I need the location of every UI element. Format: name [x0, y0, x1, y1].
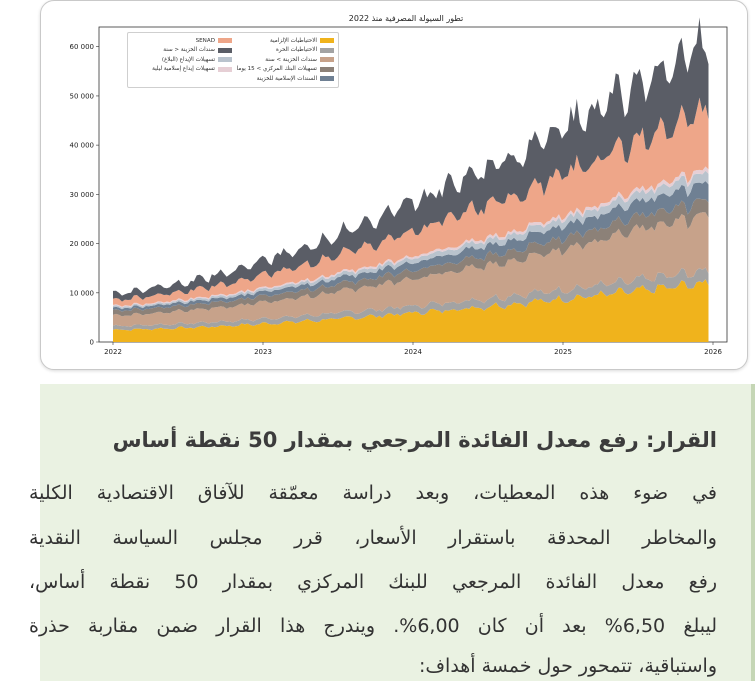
legend-item [132, 46, 232, 56]
legend-label: سندات الخزينة > سنة [265, 56, 317, 63]
legend-label: سندات الخزينة < سنة [163, 47, 215, 54]
chart-card [40, 0, 748, 370]
decision-panel [29, 384, 755, 681]
legend-swatch [218, 67, 232, 72]
legend-item [132, 36, 232, 46]
legend-label: الاحتياطيات الحرة [275, 47, 317, 54]
body-line-1: في ضوء هذه المعطيات، وبعد دراسة معمّقة للآفاق الاقتصادية الكلية [29, 482, 717, 504]
legend-item [234, 36, 334, 46]
decision-heading: القرار: رفع معدل الفائدة المرجعي بمقدار 50 نقطة أساس [112, 428, 717, 452]
chart-title: تطور السيولة المصرفية منذ 2022 [348, 14, 464, 23]
legend-swatch [320, 76, 334, 81]
legend-label: تسهيلات البنك المركزي > 15 يوما [236, 66, 317, 73]
legend-column-right [234, 36, 334, 84]
legend-item [234, 46, 334, 56]
legend-swatch [218, 38, 232, 43]
legend-label: SENAD [195, 37, 215, 44]
legend-item [234, 55, 334, 65]
legend-label: السندات الإسلامية للخزينة [256, 75, 317, 82]
x-axis-ticks [104, 342, 722, 356]
legend-swatch [218, 48, 232, 53]
legend-item [132, 55, 232, 65]
legend-swatch [320, 57, 334, 62]
y-tick-label: 60 000 [69, 43, 94, 52]
x-tick-label: 2022 [104, 348, 122, 356]
legend-label: تسهيلات الإيداع (البلاغ) [161, 56, 215, 63]
legend-swatch [320, 48, 334, 53]
panel-accent-bar [751, 384, 755, 681]
legend-swatch [320, 67, 334, 72]
y-tick-label: 20 000 [69, 240, 94, 249]
x-tick-label: 2024 [404, 348, 422, 356]
legend-swatch [320, 38, 334, 43]
y-tick-label: 30 000 [69, 190, 94, 199]
x-tick-label: 2023 [254, 348, 272, 356]
y-axis-ticks [70, 43, 100, 346]
body-line-4: ليبلغ 6,50% بعد أن كان 6,00%. ويندرج هذا القرار ضمن مقاربة حذرة [29, 615, 717, 637]
legend-item [132, 65, 232, 75]
legend-item [234, 65, 334, 75]
body-line-3: رفع معدل الفائدة المرجعي للبنك المركزي بمقدار 50 نقطة أساس، [29, 571, 717, 593]
chart-legend [127, 32, 339, 88]
legend-column-left [132, 36, 232, 74]
x-tick-label: 2025 [554, 348, 572, 356]
body-line-5: واستباقية، تتمحور حول خمسة أهداف: [418, 655, 717, 677]
y-tick-label: 10 000 [69, 289, 94, 298]
body-line-2: والمخاطر المحدقة باستقرار الأسعار، قرر مجلس السياسة النقدية [29, 527, 717, 549]
legend-swatch [218, 57, 232, 62]
y-tick-label: 50 000 [69, 92, 94, 101]
y-tick-label: 40 000 [69, 141, 94, 150]
legend-item [234, 74, 334, 84]
legend-label: الاحتياطيات الإلزامية [270, 37, 317, 44]
y-tick-label: 0 [89, 338, 94, 347]
x-tick-label: 2026 [704, 348, 722, 356]
legend-label: تسهيلات إيداع إسلامية ليلية [152, 66, 215, 73]
